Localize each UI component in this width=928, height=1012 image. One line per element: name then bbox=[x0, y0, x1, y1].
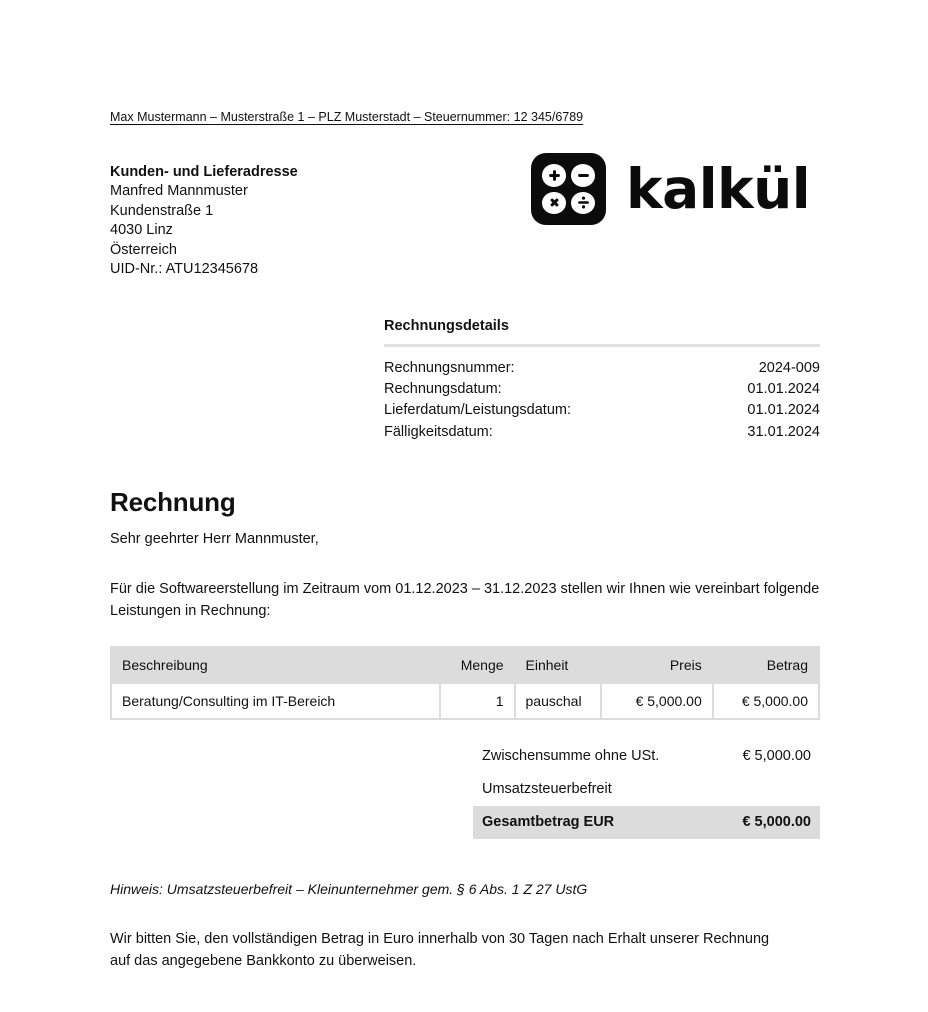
address-vat-number: UID-Nr.: ATU12345678 bbox=[110, 261, 259, 278]
column-header-description: Beschreibung bbox=[112, 648, 439, 682]
cell-amount: € 5,000.00 bbox=[714, 684, 818, 718]
column-header-quantity: Menge bbox=[441, 648, 513, 682]
divide-icon bbox=[571, 192, 595, 215]
multiply-icon bbox=[542, 192, 566, 215]
recipient-address-block bbox=[110, 163, 298, 279]
address-street: Kundenstraße 1 bbox=[110, 202, 214, 219]
subtotal-label: Zwischensumme ohne USt. bbox=[482, 748, 660, 764]
cell-description: Beratung/Consulting im IT-Bereich bbox=[112, 684, 439, 718]
plus-icon bbox=[542, 164, 566, 187]
address-title: Kunden- und Lieferadresse bbox=[110, 164, 298, 180]
invoice-details-section bbox=[384, 318, 820, 443]
address-country: Österreich bbox=[110, 241, 177, 258]
line-items-header bbox=[112, 648, 818, 682]
subtotal-value: € 5,000.00 bbox=[742, 748, 811, 764]
salutation-text: Sehr geehrter Herr Mannmuster, bbox=[110, 531, 319, 547]
detail-row-invoice-date bbox=[384, 379, 820, 400]
detail-row-due-date bbox=[384, 422, 820, 443]
detail-value: 01.01.2024 bbox=[747, 402, 820, 419]
cell-unit: pauschal bbox=[516, 684, 600, 718]
detail-row-invoice-number bbox=[384, 358, 820, 379]
invoice-details-title: Rechnungsdetails bbox=[384, 318, 509, 334]
detail-value: 01.01.2024 bbox=[747, 381, 820, 398]
payment-terms-paragraph: Wir bitten Sie, den vollständigen Betrag in Euro innerhalb von 30 Tagen nach Erhalt unserer Rechnung auf das angegebene Bankkonto zu überweisen. bbox=[110, 931, 770, 969]
grand-total-row bbox=[473, 806, 820, 839]
calculator-logo-mark bbox=[531, 153, 606, 225]
sender-address-line: Max Mustermann – Musterstraße 1 – PLZ Musterstadt – Steuernummer: 12 345/6789 bbox=[110, 110, 584, 124]
page-title: Rechnung bbox=[110, 487, 236, 518]
line-items-body bbox=[112, 684, 818, 718]
table-header-row bbox=[112, 648, 818, 682]
column-header-amount: Betrag bbox=[714, 648, 818, 682]
line-items-table bbox=[110, 646, 820, 720]
intro-paragraph: Für die Softwareerstellung im Zeitraum vom 01.12.2023 – 31.12.2023 stellen wir Ihnen wie vereinbart folgende Leistungen in Rechnung: bbox=[110, 581, 820, 619]
subtotal-row bbox=[473, 744, 820, 768]
column-header-price: Preis bbox=[602, 648, 712, 682]
address-name: Manfred Mannmuster bbox=[110, 183, 248, 200]
invoice-details-divider bbox=[384, 344, 820, 347]
address-city: 4030 Linz bbox=[110, 222, 173, 239]
cell-price: € 5,000.00 bbox=[602, 684, 712, 718]
grand-total-label: Gesamtbetrag EUR bbox=[482, 814, 615, 830]
totals-section bbox=[473, 744, 820, 839]
grand-total-value: € 5,000.00 bbox=[742, 814, 811, 830]
detail-label: Rechnungsnummer: bbox=[384, 360, 515, 376]
detail-value: 2024-009 bbox=[758, 360, 820, 376]
detail-row-delivery-date bbox=[384, 400, 820, 421]
cell-quantity: 1 bbox=[441, 684, 513, 718]
column-header-unit: Einheit bbox=[516, 648, 600, 682]
brand-logo bbox=[531, 153, 810, 225]
tax-label: Umsatzsteuerbefreit bbox=[482, 781, 612, 797]
detail-value: 31.01.2024 bbox=[747, 423, 820, 440]
detail-label: Fälligkeitsdatum: bbox=[384, 423, 493, 440]
detail-label: Rechnungsdatum: bbox=[384, 381, 502, 398]
tax-exemption-note: Hinweis: Umsatzsteuerbefreit – Kleinunternehmer gem. § 6 Abs. 1 Z 27 UstG bbox=[110, 881, 588, 897]
minus-icon bbox=[571, 164, 595, 187]
table-row bbox=[112, 684, 818, 718]
brand-wordmark: kalkül bbox=[626, 156, 811, 221]
detail-label: Lieferdatum/Leistungsdatum: bbox=[384, 402, 571, 419]
tax-row bbox=[473, 777, 820, 801]
